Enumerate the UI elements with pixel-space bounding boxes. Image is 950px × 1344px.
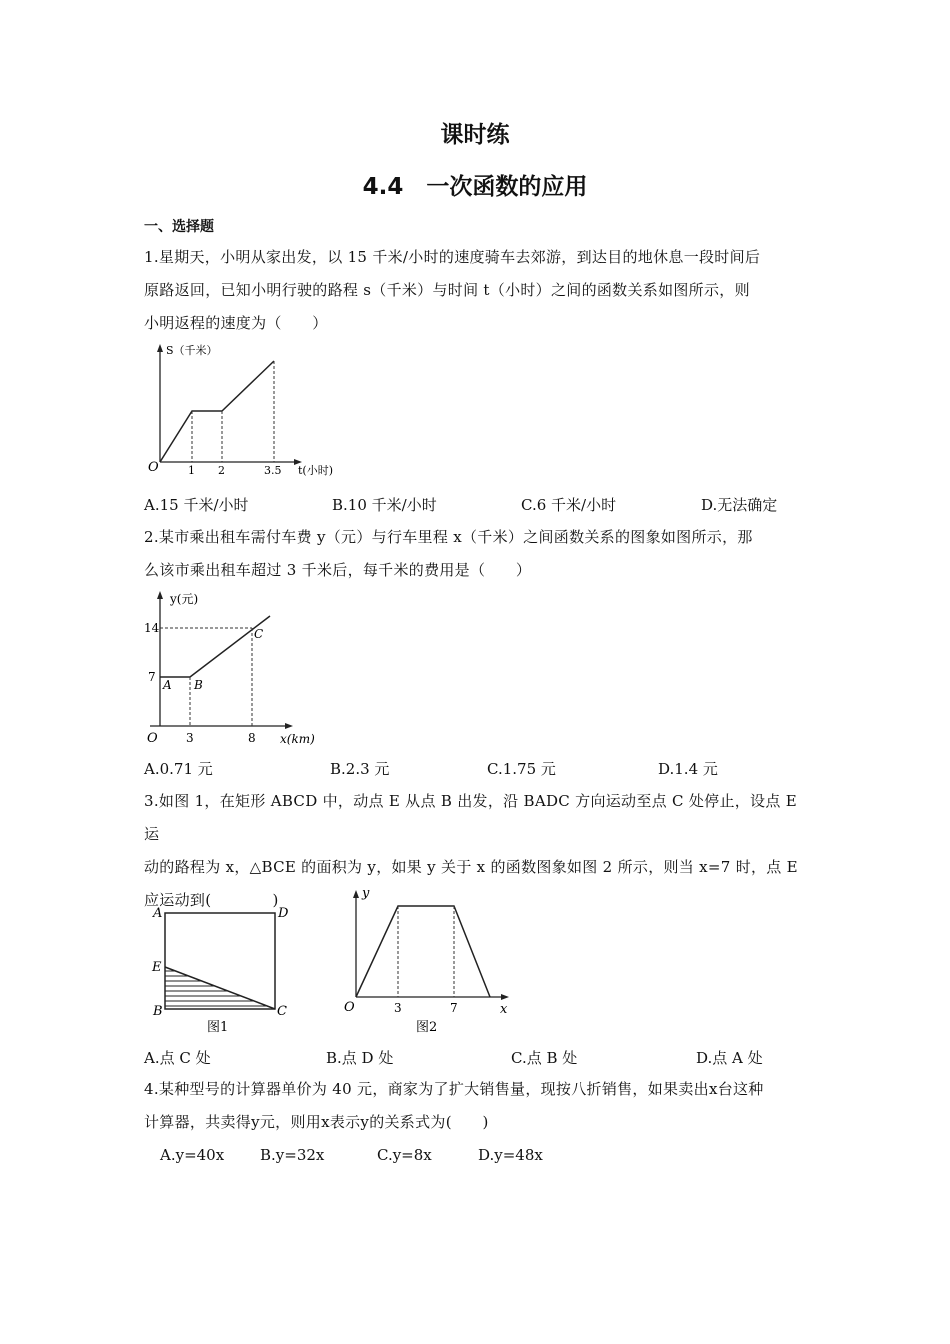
option-a: A.15 千米/小时 (144, 496, 249, 514)
question-4-text: 4.某种型号的计算器单价为 40 元，商家为了扩大销售量，现按八折销售，如果卖出x台这种 计算器，共卖得y元，则用x表示y的关系式为( ) (144, 1080, 764, 1131)
question-3-text: 3.如图 1，在矩形 ABCD 中，动点 E 从点 B 出发，沿 BADC 方向运动至点 C 处停止，设点 E 运 动的路程为 x，△BCE 的面积为 y，如果 y 关于 x 的函数图象如图 2 所示，则当 x=7 时，点 E 应运动到( ) (144, 792, 798, 909)
fig2-caption: 图2 (416, 1020, 438, 1035)
q1-xlabel: t(小时) (298, 464, 334, 477)
section-heading: 一、选择题 (144, 219, 214, 235)
option-d: D.1.4 元 (658, 760, 718, 778)
fig2-area-line (356, 906, 490, 997)
fig2-ylabel: y (362, 886, 370, 901)
question-1-text: 1.星期天，小明从家出发，以 15 千米/小时的速度骑车去郊游，到达目的地休息一段时间后 原路返回，已知小明行驶的路程 s（千米）与时间 t（小时）之间的函数关系如图所示，则 小明返程的速度为（ ） (144, 248, 761, 332)
option-a: A.y=40x (160, 1146, 225, 1164)
fig2-tick: 3 (394, 1001, 402, 1015)
fig1-label: A (153, 906, 163, 921)
question-3-options (144, 1047, 808, 1071)
question-2-options (144, 758, 808, 782)
q3-figure-1 (145, 895, 305, 1040)
q2-point-label: C (254, 627, 264, 641)
q2-xtick: 8 (248, 731, 256, 745)
option-c: C.6 千米/小时 (521, 496, 617, 514)
q2-xlabel: x(km) (280, 732, 315, 746)
q2-graph (140, 586, 340, 750)
q2-ytick: 7 (148, 670, 156, 684)
fig1-label: E (152, 960, 162, 975)
option-b: B.2.3 元 (330, 760, 390, 778)
option-c: C.点 B 处 (511, 1049, 578, 1067)
option-c: C.y=8x (377, 1146, 432, 1164)
question-2-text: 2.某市乘出租车需付车费 y（元）与行车里程 x（千米）之间函数关系的图象如图所示，那 么该市乘出租车超过 3 千米后，每千米的费用是（ ） (144, 528, 753, 579)
q1-graph (140, 340, 340, 480)
q1-tick: 3.5 (264, 464, 282, 477)
fig1-label: C (277, 1004, 287, 1019)
fig1-caption: 图1 (207, 1020, 229, 1035)
option-b: B.点 D 处 (326, 1049, 394, 1067)
question-4-options (160, 1146, 824, 1170)
option-a: A.点 C 处 (144, 1049, 211, 1067)
fig2-xlabel: x (500, 1002, 508, 1017)
q2-point-label: A (163, 678, 172, 692)
q1-origin: O (148, 460, 159, 475)
q2-ytick: 14 (144, 621, 160, 635)
q2-ylabel: y(元) (170, 592, 199, 606)
q1-tick: 1 (188, 464, 195, 477)
fig1-label: D (278, 906, 289, 921)
question-1-options (144, 494, 808, 518)
option-b: B.10 千米/小时 (332, 496, 437, 514)
option-b: B.y=32x (260, 1146, 325, 1164)
fig1-label: B (153, 1004, 163, 1019)
q2-point-label: B (194, 678, 203, 692)
q2-fare-line (160, 616, 270, 677)
option-d: D.点 A 处 (696, 1049, 763, 1067)
lesson-subtitle: 4.4 一次函数的应用 (362, 174, 588, 200)
q1-tick: 2 (218, 464, 225, 477)
q3-figure-2 (342, 885, 522, 1040)
q1-distance-line (160, 361, 274, 462)
option-d: D.y=48x (478, 1146, 543, 1164)
page-title: 课时练 (440, 122, 510, 148)
option-c: C.1.75 元 (487, 760, 556, 778)
fig2-origin: O (344, 1000, 355, 1015)
q2-origin: O (147, 731, 158, 746)
option-d: D.无法确定 (701, 496, 778, 514)
option-a: A.0.71 元 (144, 760, 213, 778)
q2-xtick: 3 (186, 731, 194, 745)
q1-ylabel: S（千米） (166, 344, 218, 357)
fig2-tick: 7 (450, 1001, 458, 1015)
